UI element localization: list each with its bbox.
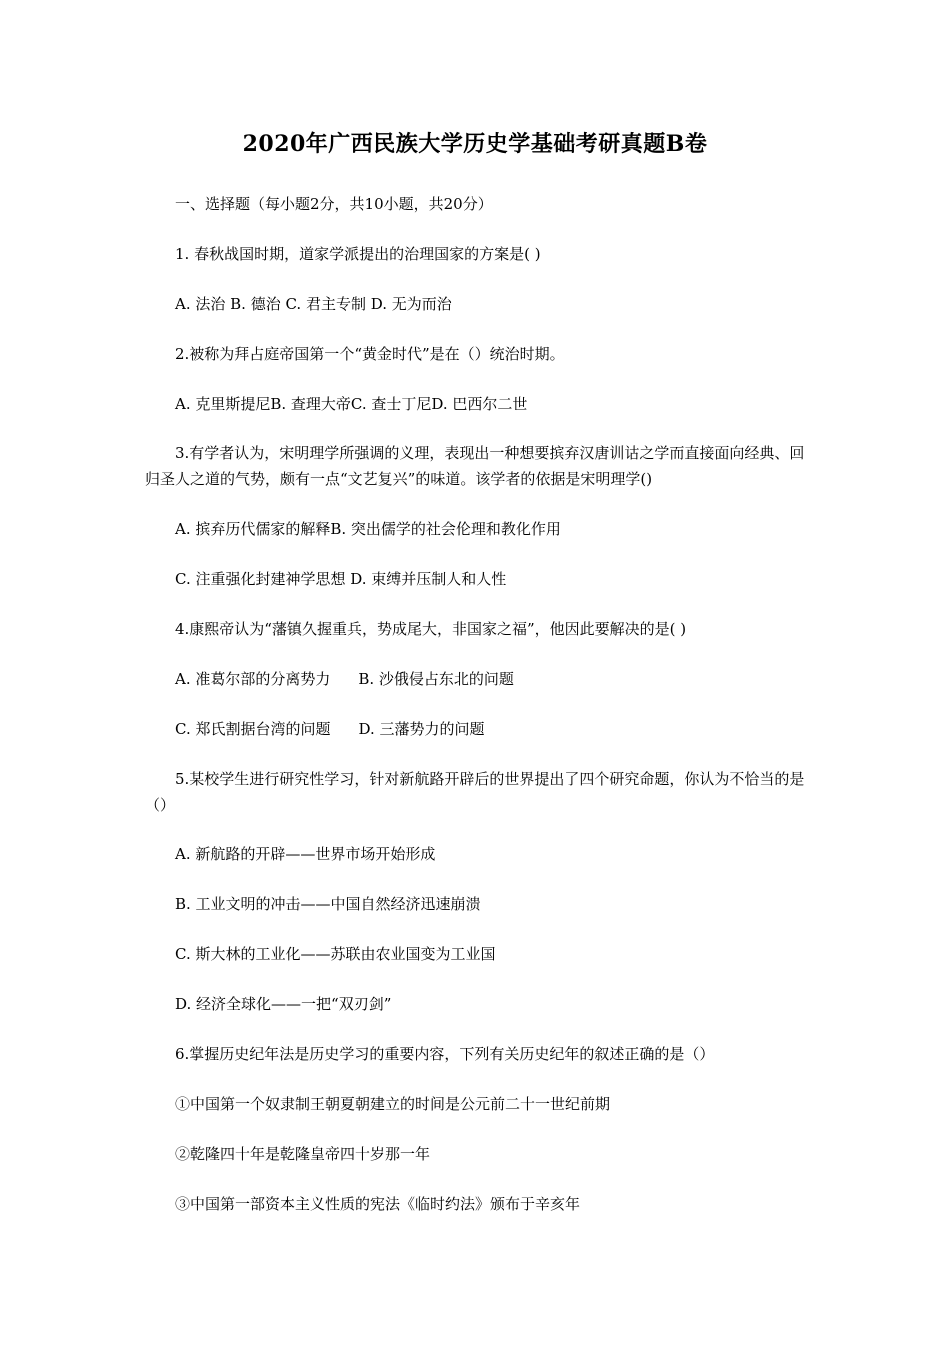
question-3-options-ab: A. 摈弃历代儒家的解释B. 突出儒学的社会伦理和教化作用 [175,520,561,538]
question-3-options-cd: C. 注重强化封建神学思想 D. 束缚并压制人和人性 [175,570,507,588]
question-4-options-ab [145,667,810,691]
page-title: 2020年广西民族大学历史学基础考研真题B卷 [242,131,708,157]
question-5-option-d: D. 经济全球化——一把“双刃剑” [175,995,392,1013]
question-1-options: A. 法治 B. 德治 C. 君主专制 D. 无为而治 [175,295,452,313]
question-5-option-b: B. 工业文明的冲击——中国自然经济迅速崩溃 [175,895,481,913]
question-5-stem: 5.某校学生进行研究性学习，针对新航路开辟后的世界提出了四个研究命题，你认为不恰当的是（） [145,770,805,814]
question-4-option-d: D. 三藩势力的问题 [358,720,485,738]
question-2-options: A. 克里斯提尼B. 查理大帝C. 查士丁尼D. 巴西尔二世 [175,395,528,413]
question-6-item-2: ②乾隆四十年是乾隆皇帝四十岁那一年 [175,1145,431,1163]
section-heading: 一、选择题（每小题2分，共10小题，共20分） [175,195,493,213]
question-4-option-b: B. 沙俄侵占东北的问题 [358,670,514,688]
question-4-option-c: C. 郑氏割据台湾的问题 [175,720,331,738]
question-4-stem: 4.康熙帝认为“藩镇久握重兵，势成尾大，非国家之福”，他因此要解决的是( ) [175,620,687,638]
question-5-option-a: A. 新航路的开辟——世界市场开始形成 [175,845,436,863]
question-4-option-a: A. 准葛尔部的分离势力 [175,670,331,688]
question-6-item-3: ③中国第一部资本主义性质的宪法《临时约法》颁布于辛亥年 [175,1195,581,1213]
question-4-options-cd [145,717,810,741]
question-6-item-1: ①中国第一个奴隶制王朝夏朝建立的时间是公元前二十一世纪前期 [175,1095,611,1113]
question-1-stem: 1. 春秋战国时期，道家学派提出的治理国家的方案是( ) [175,245,541,263]
question-5-option-c: C. 斯大林的工业化——苏联由农业国变为工业国 [175,945,496,963]
question-3-stem: 3.有学者认为，宋明理学所强调的义理，表现出一种想要摈弃汉唐训诂之学而直接面向经典、回归圣人之道的气势，颇有一点“文艺复兴”的味道。该学者的依据是宋明理学() [145,444,805,488]
question-2-stem: 2.被称为拜占庭帝国第一个“黄金时代”是在（）统治时期。 [175,345,565,363]
question-6-stem: 6.掌握历史纪年法是历史学习的重要内容，下列有关历史纪年的叙述正确的是（） [175,1045,715,1063]
